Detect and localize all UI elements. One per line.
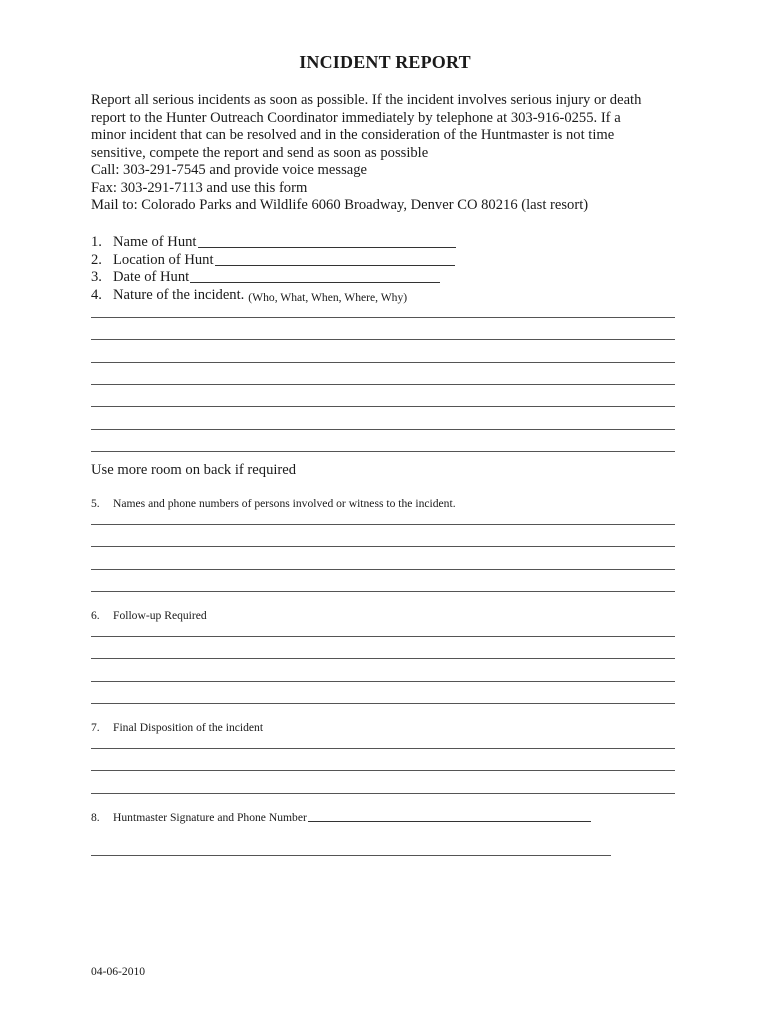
item-hint: (Who, What, When, Where, Why) xyxy=(248,291,408,304)
item-label: Nature of the incident. xyxy=(113,287,245,303)
section-7-heading xyxy=(91,721,263,734)
signature-line[interactable] xyxy=(91,855,611,856)
item-number: 4. xyxy=(91,287,102,303)
item-label: Location of Hunt xyxy=(113,252,214,268)
revision-date: 04-06-2010 xyxy=(91,965,146,978)
section-6-heading xyxy=(91,609,207,622)
incident-line[interactable] xyxy=(91,384,675,385)
item-label: Name of Hunt xyxy=(113,234,197,250)
item-location-of-hunt xyxy=(91,252,455,269)
persons-line[interactable] xyxy=(91,569,675,570)
item-date-of-hunt xyxy=(91,269,440,286)
disposition-line[interactable] xyxy=(91,793,675,794)
intro-line-2: report to the Hunter Outreach Coordinator immediately by telephone at 303-916-0255. If a xyxy=(91,110,621,126)
signature-phone-field[interactable] xyxy=(308,821,591,822)
persons-line[interactable] xyxy=(91,524,675,525)
persons-line[interactable] xyxy=(91,546,675,547)
section-number: 6. xyxy=(91,609,100,622)
item-number: 2. xyxy=(91,252,102,268)
date-of-hunt-field[interactable] xyxy=(190,282,440,283)
section-8-heading xyxy=(91,811,591,824)
follow-up-line[interactable] xyxy=(91,681,675,682)
incident-line[interactable] xyxy=(91,317,675,318)
follow-up-line[interactable] xyxy=(91,658,675,659)
disposition-line[interactable] xyxy=(91,770,675,771)
item-name-of-hunt xyxy=(91,234,456,251)
section-number: 7. xyxy=(91,721,100,734)
intro-line-1: Report all serious incidents as soon as possible. If the incident involves serious injury or death xyxy=(91,92,642,108)
follow-up-line[interactable] xyxy=(91,636,675,637)
item-number: 3. xyxy=(91,269,102,285)
section-label: Huntmaster Signature and Phone Number xyxy=(113,811,307,824)
section-label: Names and phone numbers of persons involved or witness to the incident. xyxy=(113,497,456,510)
section-label: Final Disposition of the incident xyxy=(113,721,264,734)
disposition-line[interactable] xyxy=(91,748,675,749)
item-number: 1. xyxy=(91,234,102,250)
call-line: Call: 303-291-7545 and provide voice message xyxy=(91,162,367,178)
incident-line[interactable] xyxy=(91,429,675,430)
intro-line-4: sensitive, compete the report and send as soon as possible xyxy=(91,145,429,161)
incident-line[interactable] xyxy=(91,362,675,363)
more-room-note: Use more room on back if required xyxy=(91,462,297,478)
document-title: INCIDENT REPORT xyxy=(299,52,471,72)
incident-line[interactable] xyxy=(91,451,675,452)
persons-line[interactable] xyxy=(91,591,675,592)
mail-line: Mail to: Colorado Parks and Wildlife 6060 Broadway, Denver CO 80216 (last resort) xyxy=(91,197,589,213)
fax-line: Fax: 303-291-7113 and use this form xyxy=(91,180,308,196)
section-5-heading xyxy=(91,497,456,510)
item-nature-of-incident xyxy=(91,287,407,304)
incident-line[interactable] xyxy=(91,406,675,407)
intro-line-3: minor incident that can be resolved and in the consideration of the Huntmaster is not time xyxy=(91,127,615,143)
item-label: Date of Hunt xyxy=(113,269,190,285)
section-number: 8. xyxy=(91,811,100,824)
incident-line[interactable] xyxy=(91,339,675,340)
name-of-hunt-field[interactable] xyxy=(198,247,456,248)
section-label: Follow-up Required xyxy=(113,609,207,622)
location-of-hunt-field[interactable] xyxy=(215,265,455,266)
section-number: 5. xyxy=(91,497,100,510)
follow-up-line[interactable] xyxy=(91,703,675,704)
